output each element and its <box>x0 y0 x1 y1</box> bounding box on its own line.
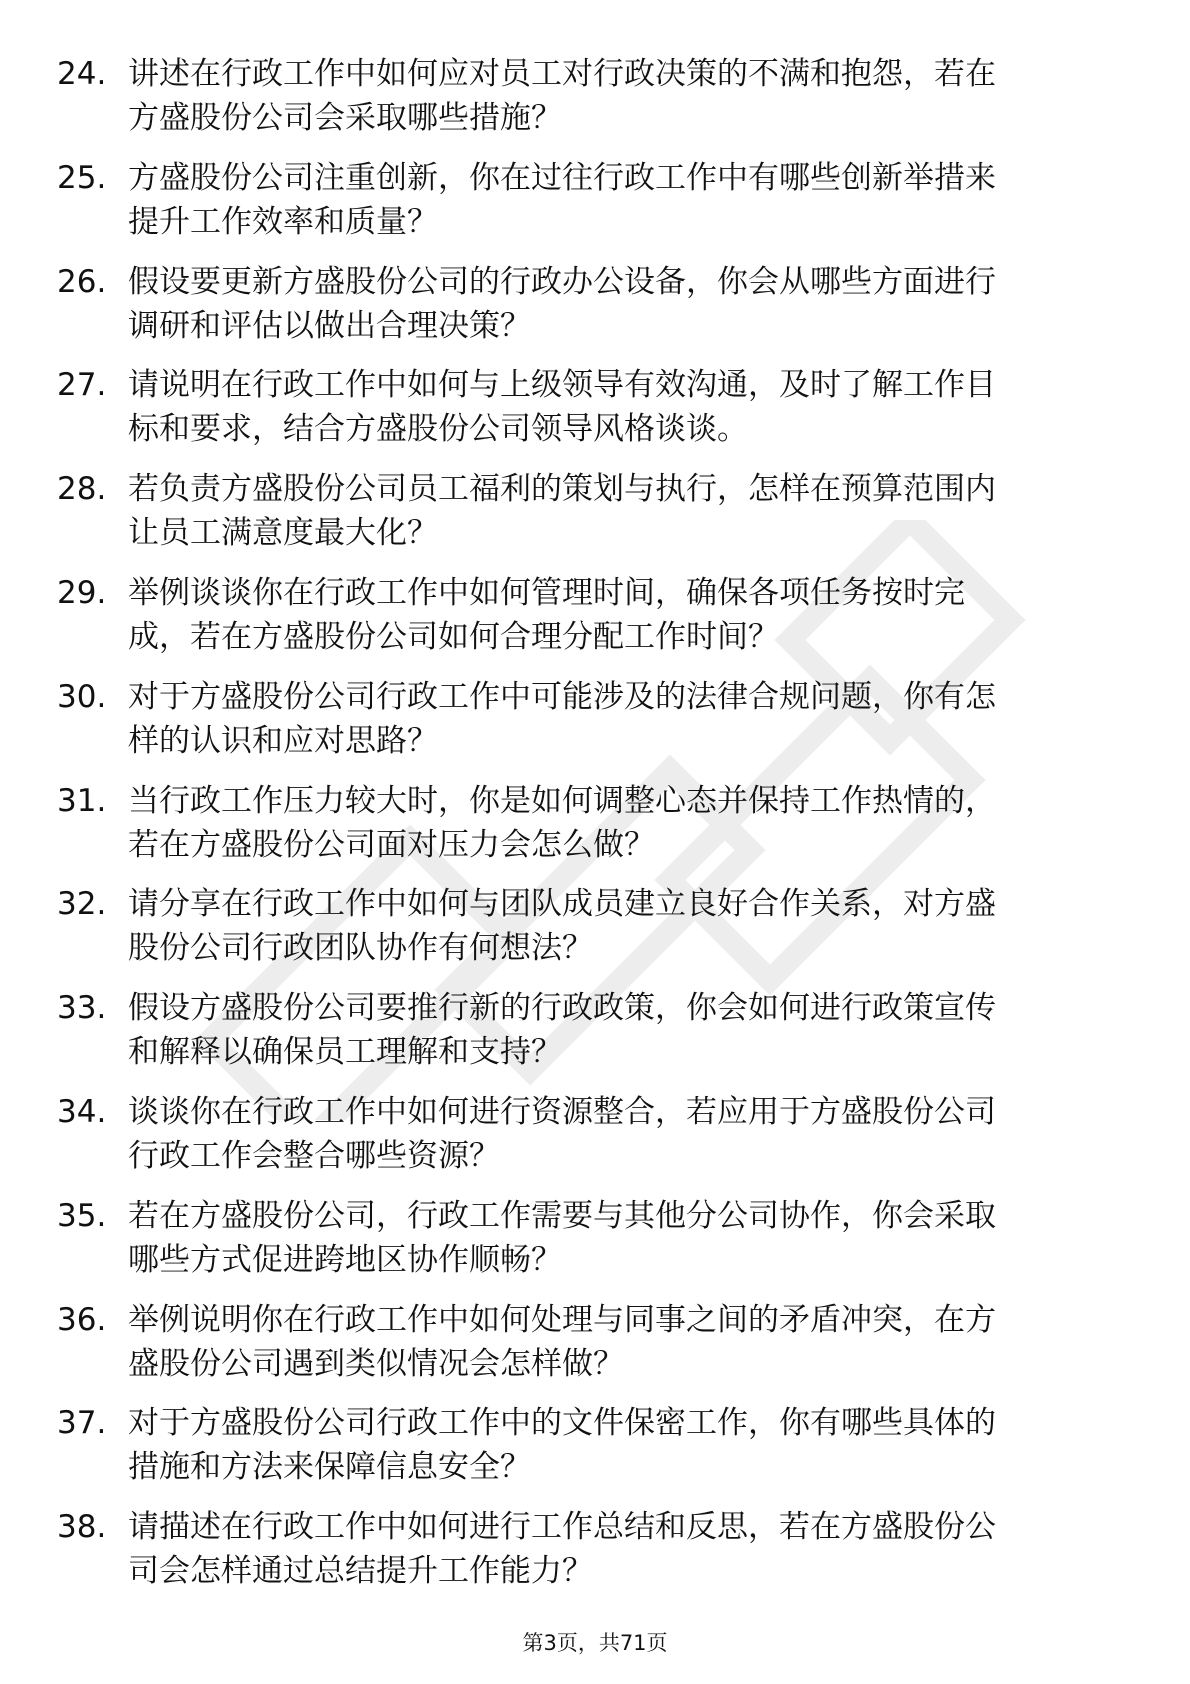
question-number: 33. <box>57 990 107 1027</box>
question-list <box>0 52 1190 1609</box>
question-text: 假设方盛股份公司要推行新的行政政策，你会如何进行政策宣传 和解释以确保员工理解和支持？ <box>128 990 996 1071</box>
question-item <box>0 363 1190 467</box>
question-number: 25. <box>57 159 107 196</box>
question-item <box>0 467 1190 571</box>
question-text: 当行政工作压力较大时，你是如何调整心态并保持工作热情的， 若在方盛股份公司面对压力会怎么做？ <box>128 782 996 863</box>
question-number: 31. <box>57 782 107 819</box>
question-text: 请分享在行政工作中如何与团队成员建立良好合作关系，对方盛 股份公司行政团队协作有何想法？ <box>128 886 996 967</box>
question-text: 谈谈你在行政工作中如何进行资源整合，若应用于方盛股份公司 行政工作会整合哪些资源？ <box>128 1093 996 1174</box>
question-item <box>0 675 1190 779</box>
question-number: 24. <box>57 56 107 92</box>
question-number: 27. <box>57 367 107 404</box>
question-item <box>0 779 1190 883</box>
question-text: 请说明在行政工作中如何与上级领导有效沟通，及时了解工作目 标和要求，结合方盛股份公司领导风格谈谈。 <box>128 367 996 448</box>
question-item <box>0 156 1190 260</box>
question-number: 36. <box>57 1301 107 1338</box>
question-item <box>0 1505 1190 1609</box>
question-number: 38. <box>57 1509 107 1546</box>
question-text: 若负责方盛股份公司员工福利的策划与执行，怎样在预算范围内 让员工满意度最大化？ <box>128 471 996 552</box>
question-item <box>0 1090 1190 1194</box>
question-item <box>0 1298 1190 1402</box>
question-number: 29. <box>57 574 107 611</box>
question-number: 35. <box>57 1197 107 1234</box>
question-item <box>0 1401 1190 1505</box>
question-text: 若在方盛股份公司，行政工作需要与其他分公司协作，你会采取 哪些方式促进跨地区协作顺畅？ <box>128 1197 996 1278</box>
question-item <box>0 1194 1190 1298</box>
question-number: 28. <box>57 471 107 508</box>
question-item <box>0 882 1190 986</box>
question-number: 32. <box>57 886 107 923</box>
question-text: 讲述在行政工作中如何应对员工对行政决策的不满和抱怨，若在 方盛股份公司会采取哪些措施？ <box>128 56 996 136</box>
question-text: 假设要更新方盛股份公司的行政办公设备，你会从哪些方面进行 调研和评估以做出合理决策？ <box>128 263 996 344</box>
question-item <box>0 260 1190 364</box>
question-text: 对于方盛股份公司行政工作中的文件保密工作，你有哪些具体的 措施和方法来保障信息安全？ <box>128 1405 996 1486</box>
page-number-label: 第3页，共71页 <box>522 1631 668 1655</box>
question-item <box>0 52 1190 156</box>
question-text: 对于方盛股份公司行政工作中可能涉及的法律合规问题，你有怎 样的认识和应对思路？ <box>128 678 996 759</box>
question-text: 请描述在行政工作中如何进行工作总结和反思，若在方盛股份公 司会怎样通过总结提升工作能力？ <box>128 1509 996 1590</box>
question-number: 37. <box>57 1405 107 1442</box>
question-number: 34. <box>57 1093 107 1130</box>
question-item <box>0 571 1190 675</box>
question-text: 举例谈谈你在行政工作中如何管理时间，确保各项任务按时完 成，若在方盛股份公司如何合理分配工作时间？ <box>128 574 965 655</box>
question-text: 举例说明你在行政工作中如何处理与同事之间的矛盾冲突，在方 盛股份公司遇到类似情况会怎样做？ <box>128 1301 996 1382</box>
question-text: 方盛股份公司注重创新，你在过往行政工作中有哪些创新举措来 提升工作效率和质量？ <box>128 159 996 240</box>
question-number: 30. <box>57 678 107 715</box>
question-item <box>0 986 1190 1090</box>
question-number: 26. <box>57 263 107 300</box>
page-footer <box>0 1628 1190 1658</box>
